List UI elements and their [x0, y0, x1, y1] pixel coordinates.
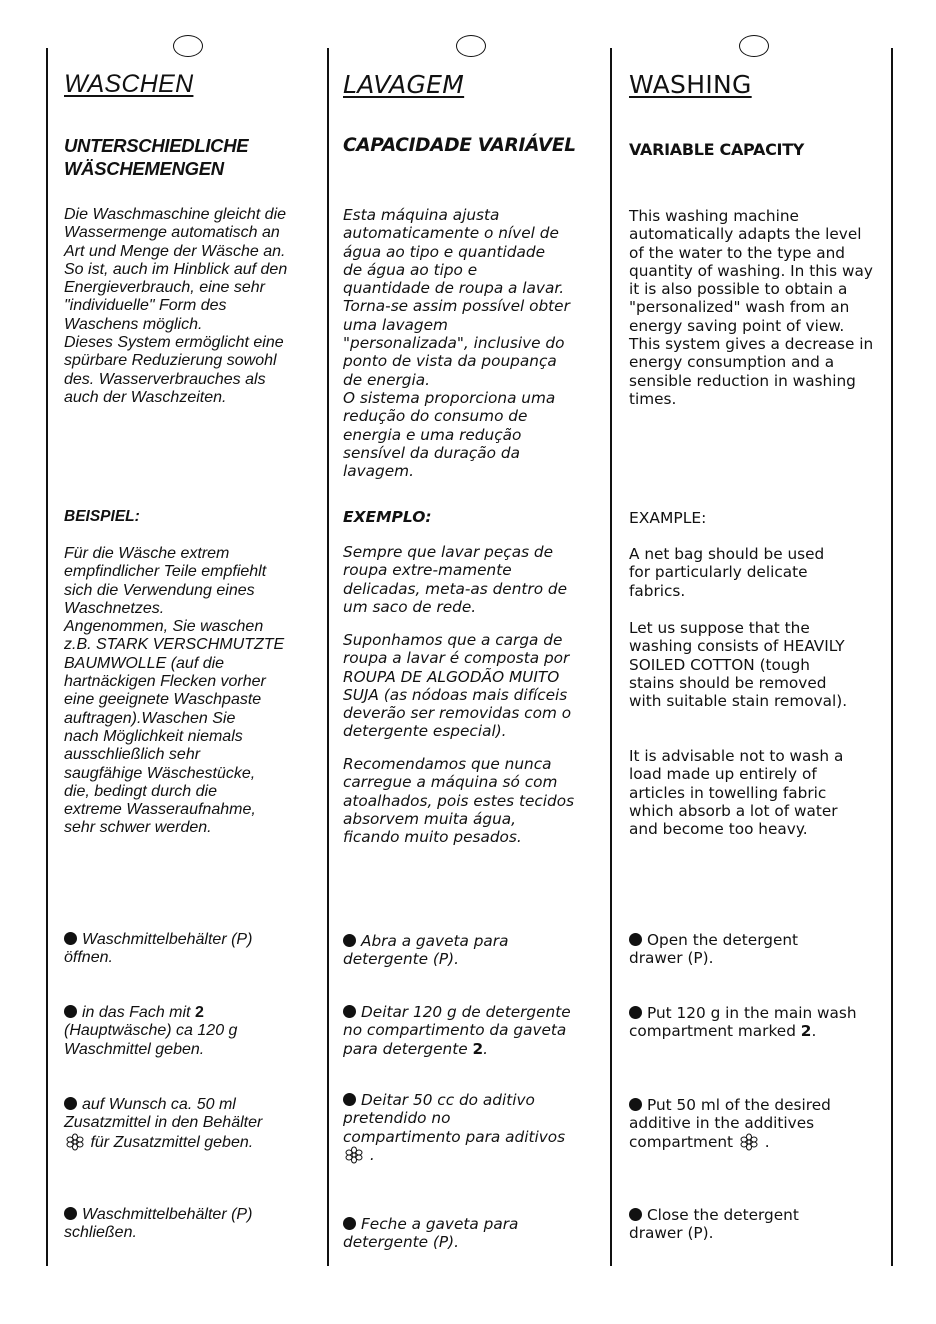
- bullet-icon: [629, 1098, 642, 1111]
- section-title: LAVAGEM: [343, 70, 465, 99]
- step-open-drawer: Open the detergent drawer (P).: [629, 931, 799, 968]
- intro-paragraph: Die Waschmaschine gleicht die Wassermenge automatisch an Art und Menge der Wäsche an. So ist, auch im Hinblick auf den Energieverbrauch, eine sehr "individuelle" Form des Waschens möglich. Dieses System ermöglicht eine spürbare Reduzierung sowohl des. Wasserverbrauches als auch der Waschzeiten.: [64, 206, 288, 406]
- example-paragraph-2: Suponhamos que a carga de roupa a lavar é composta por ROUPA DE ALGODÃO MUITO SUJA (as nódoas mais difíceis deverão ser removidas com o detergente especial).: [343, 631, 572, 741]
- column-divider-right: [891, 48, 893, 1266]
- step-add-detergent: Put 120 g in the main wash compartment marked 2.: [629, 1004, 857, 1041]
- bullet-icon: [629, 1208, 642, 1221]
- example-heading: BEISPIEL:: [64, 508, 140, 525]
- step-close-drawer: Close the detergent drawer (P).: [629, 1206, 799, 1243]
- bullet-icon: [64, 1097, 77, 1110]
- intro-paragraph: Esta máquina ajusta automaticamente o nível de água ao tipo e quantidade de água ao tipo e quantidade de roupa a lavar. Torna-se assim possível obter uma lavagem "personalizada", inclusive do ponto de vista da poupança de energia. O sistema proporciona uma redução do consumo de energia e uma redução sensível da duração da lavagem.: [343, 206, 570, 481]
- flower-additive-icon: [343, 1146, 365, 1164]
- language-marker-circle: [173, 35, 203, 57]
- example-paragraph-1: A net bag should be used for particularly delicate fabrics.: [629, 545, 825, 600]
- bullet-icon: [629, 1006, 642, 1019]
- bullet-icon: [343, 1093, 356, 1106]
- example-paragraph: Für die Wäsche extrem empfindlicher Teile empfiehlt sich die Verwendung eines Waschnetzes. Angenommen, Sie waschen z.B. STARK VERSCHMUTZTE BAUMWOLLE (auf die hartnäckigen Flecken vorher eine geeignete Waschpaste auftragen).Waschen Sie nach Möglichkeit niemals ausschließlich sehr saugfähige Wäschestücke, die, bedingt durch die extreme Wasseraufnahme, sehr schwer werden.: [64, 545, 285, 837]
- example-paragraph-3: It is advisable not to wash a load made up entirely of articles in towelling fabric which absorb a lot of water and become too heavy.: [629, 747, 844, 839]
- flower-additive-icon: [738, 1133, 760, 1151]
- column-divider-left: [46, 48, 48, 1266]
- step-add-additive: Deitar 50 cc do aditivo pretendido no compartimento para aditivos .: [343, 1091, 566, 1164]
- bullet-icon: [64, 1207, 77, 1220]
- language-marker-circle: [456, 35, 486, 57]
- example-paragraph-3: Recomendamos que nunca carregue a máquina só com atoalhados, pois estes tecidos absorvem muita água, ficando muito pesados.: [343, 755, 575, 847]
- column-divider-1: [327, 48, 329, 1266]
- bullet-icon: [343, 1217, 356, 1230]
- flower-additive-icon: [64, 1133, 86, 1151]
- section-heading: VARIABLE CAPACITY: [629, 140, 805, 159]
- step-add-additive: Put 50 ml of the desired additive in the additives compartment .: [629, 1096, 831, 1151]
- example-heading: EXEMPLO:: [343, 508, 432, 526]
- bullet-icon: [343, 1005, 356, 1018]
- example-paragraph-1: Sempre que lavar peças de roupa extre-mamente delicadas, meta-as dentro de um saco de rede.: [343, 543, 568, 616]
- step-close-drawer: Waschmittelbehälter (P) schließen.: [64, 1206, 253, 1242]
- bullet-icon: [629, 933, 642, 946]
- section-title: WASCHEN: [64, 70, 194, 98]
- step-open-drawer: Waschmittelbehälter (P) öffnen.: [64, 931, 253, 967]
- column-divider-2: [610, 48, 612, 1266]
- step-open-drawer: Abra a gaveta para detergente (P).: [343, 932, 509, 969]
- section-heading: UNTERSCHIEDLICHE WÄSCHEMENGEN: [64, 135, 249, 179]
- language-marker-circle: [739, 35, 769, 57]
- section-title: WASHING: [629, 70, 752, 99]
- example-heading: EXAMPLE:: [629, 509, 707, 527]
- section-heading: CAPACIDADE VARIÁVEL: [343, 135, 576, 156]
- step-add-detergent: in das Fach mit 2 (Hauptwäsche) ca 120 g Waschmittel geben.: [64, 1004, 238, 1058]
- bullet-icon: [343, 934, 356, 947]
- bullet-icon: [64, 932, 77, 945]
- bullet-icon: [64, 1005, 77, 1018]
- intro-paragraph: This washing machine automatically adapts the level of the water to the type and quantity of washing. In this way it is also possible to obtain a "personalized" wash from an energy saving point of view. This system gives a decrease in energy consumption and a sensible reduction in washing times.: [629, 207, 874, 408]
- step-add-additive: auf Wunsch ca. 50 ml Zusatzmittel in den Behälter für Zusatzmittel geben.: [64, 1096, 263, 1151]
- step-close-drawer: Feche a gaveta para detergente (P).: [343, 1215, 519, 1252]
- step-add-detergent: Deitar 120 g de detergente no compartimento da gaveta para detergente 2.: [343, 1003, 571, 1058]
- example-paragraph-2: Let us suppose that the washing consists of HEAVILY SOILED COTTON (tough stains should be removed with suitable stain removal).: [629, 619, 848, 711]
